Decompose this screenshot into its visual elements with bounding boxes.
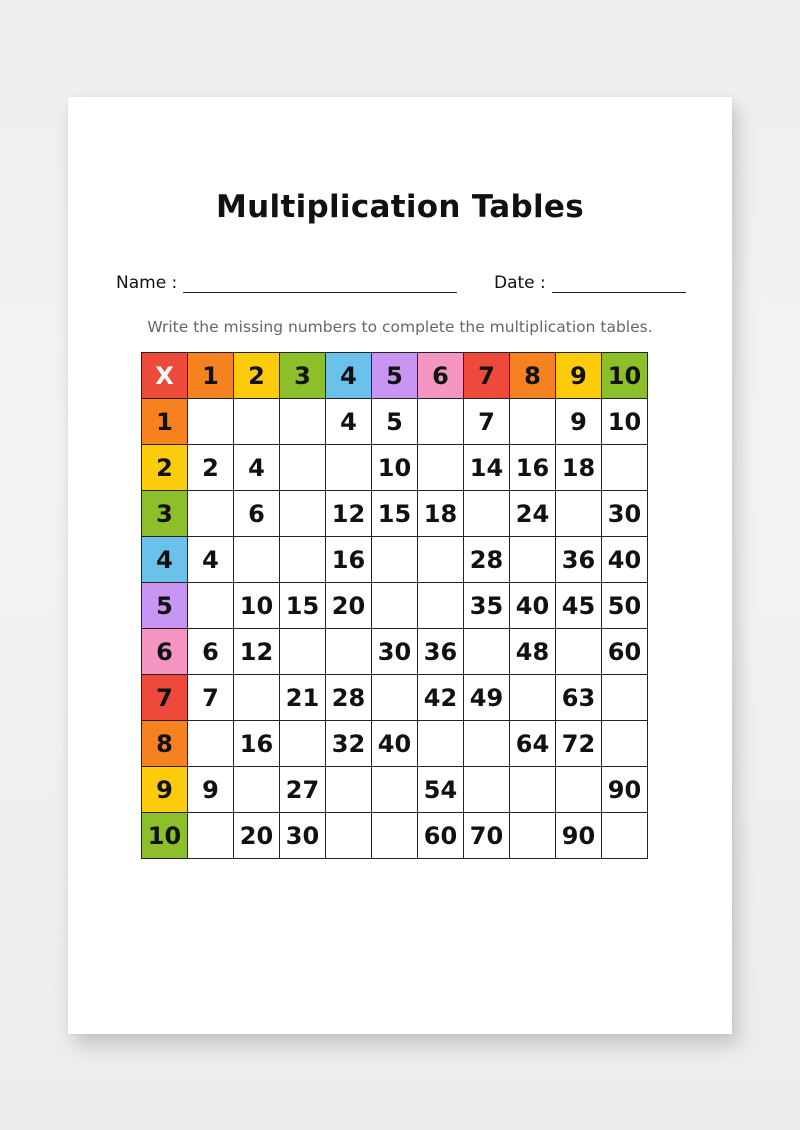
blank-cell[interactable]	[188, 491, 234, 537]
blank-cell[interactable]	[464, 721, 510, 767]
table-row	[142, 491, 648, 537]
filled-cell: 49	[464, 675, 510, 721]
filled-cell: 12	[234, 629, 280, 675]
blank-cell[interactable]	[464, 767, 510, 813]
row-header-7: 7	[142, 675, 188, 721]
worksheet-title: Multiplication Tables	[216, 189, 584, 225]
filled-cell: 72	[556, 721, 602, 767]
blank-cell[interactable]	[418, 583, 464, 629]
filled-cell: 16	[326, 537, 372, 583]
name-label: Name :	[116, 273, 178, 293]
filled-cell: 60	[602, 629, 648, 675]
blank-cell[interactable]	[188, 813, 234, 859]
filled-cell: 9	[556, 399, 602, 445]
blank-cell[interactable]	[326, 629, 372, 675]
filled-cell: 15	[280, 583, 326, 629]
blank-cell[interactable]	[326, 813, 372, 859]
blank-cell[interactable]	[602, 813, 648, 859]
blank-cell[interactable]	[602, 675, 648, 721]
filled-cell: 10	[372, 445, 418, 491]
filled-cell: 20	[326, 583, 372, 629]
filled-cell: 54	[418, 767, 464, 813]
blank-cell[interactable]	[418, 445, 464, 491]
blank-cell[interactable]	[234, 399, 280, 445]
blank-cell[interactable]	[418, 537, 464, 583]
filled-cell: 36	[418, 629, 464, 675]
filled-cell: 48	[510, 629, 556, 675]
blank-cell[interactable]	[510, 767, 556, 813]
table-row	[142, 767, 648, 813]
filled-cell: 2	[188, 445, 234, 491]
filled-cell: 7	[464, 399, 510, 445]
column-header-1: 1	[188, 353, 234, 399]
filled-cell: 90	[602, 767, 648, 813]
filled-cell: 24	[510, 491, 556, 537]
blank-cell[interactable]	[556, 491, 602, 537]
row-header-3: 3	[142, 491, 188, 537]
blank-cell[interactable]	[280, 537, 326, 583]
row-header-5: 5	[142, 583, 188, 629]
column-header-10: 10	[602, 353, 648, 399]
filled-cell: 14	[464, 445, 510, 491]
header-row	[142, 353, 648, 399]
multiplication-grid	[141, 352, 648, 859]
blank-cell[interactable]	[372, 767, 418, 813]
filled-cell: 12	[326, 491, 372, 537]
blank-cell[interactable]	[372, 537, 418, 583]
filled-cell: 60	[418, 813, 464, 859]
instructions-text: Write the missing numbers to complete the multiplication tables.	[147, 318, 653, 336]
filled-cell: 16	[510, 445, 556, 491]
table-row	[142, 445, 648, 491]
filled-cell: 40	[372, 721, 418, 767]
blank-cell[interactable]	[372, 583, 418, 629]
row-header-2: 2	[142, 445, 188, 491]
blank-cell[interactable]	[602, 721, 648, 767]
blank-cell[interactable]	[280, 445, 326, 491]
blank-cell[interactable]	[510, 675, 556, 721]
filled-cell: 28	[464, 537, 510, 583]
filled-cell: 15	[372, 491, 418, 537]
blank-cell[interactable]	[280, 629, 326, 675]
blank-cell[interactable]	[602, 445, 648, 491]
table-row	[142, 629, 648, 675]
filled-cell: 21	[280, 675, 326, 721]
filled-cell: 30	[372, 629, 418, 675]
filled-cell: 4	[188, 537, 234, 583]
blank-cell[interactable]	[234, 537, 280, 583]
filled-cell: 4	[326, 399, 372, 445]
filled-cell: 18	[418, 491, 464, 537]
filled-cell: 10	[234, 583, 280, 629]
filled-cell: 6	[188, 629, 234, 675]
filled-cell: 64	[510, 721, 556, 767]
filled-cell: 32	[326, 721, 372, 767]
blank-cell[interactable]	[372, 675, 418, 721]
corner-cell: X	[142, 353, 188, 399]
filled-cell: 42	[418, 675, 464, 721]
blank-cell[interactable]	[188, 583, 234, 629]
filled-cell: 63	[556, 675, 602, 721]
filled-cell: 18	[556, 445, 602, 491]
filled-cell: 40	[602, 537, 648, 583]
filled-cell: 16	[234, 721, 280, 767]
name-blank-line[interactable]	[183, 276, 457, 293]
filled-cell: 35	[464, 583, 510, 629]
table-row	[142, 813, 648, 859]
blank-cell[interactable]	[418, 721, 464, 767]
column-header-4: 4	[326, 353, 372, 399]
blank-cell[interactable]	[188, 721, 234, 767]
blank-cell[interactable]	[326, 445, 372, 491]
date-field	[494, 273, 686, 293]
column-header-9: 9	[556, 353, 602, 399]
table-row	[142, 675, 648, 721]
filled-cell: 10	[602, 399, 648, 445]
blank-cell[interactable]	[510, 537, 556, 583]
column-header-7: 7	[464, 353, 510, 399]
filled-cell: 70	[464, 813, 510, 859]
row-header-6: 6	[142, 629, 188, 675]
blank-cell[interactable]	[556, 767, 602, 813]
blank-cell[interactable]	[234, 675, 280, 721]
name-field	[116, 273, 457, 293]
filled-cell: 5	[372, 399, 418, 445]
row-header-8: 8	[142, 721, 188, 767]
filled-cell: 36	[556, 537, 602, 583]
column-header-8: 8	[510, 353, 556, 399]
blank-cell[interactable]	[372, 813, 418, 859]
filled-cell: 9	[188, 767, 234, 813]
blank-cell[interactable]	[510, 399, 556, 445]
filled-cell: 40	[510, 583, 556, 629]
blank-cell[interactable]	[464, 491, 510, 537]
date-label: Date :	[494, 273, 546, 293]
row-header-10: 10	[142, 813, 188, 859]
filled-cell: 7	[188, 675, 234, 721]
filled-cell: 30	[280, 813, 326, 859]
blank-cell[interactable]	[280, 721, 326, 767]
worksheet-page	[68, 97, 732, 1034]
blank-cell[interactable]	[280, 491, 326, 537]
filled-cell: 90	[556, 813, 602, 859]
table-row	[142, 537, 648, 583]
blank-cell[interactable]	[556, 629, 602, 675]
filled-cell: 4	[234, 445, 280, 491]
column-header-6: 6	[418, 353, 464, 399]
row-header-9: 9	[142, 767, 188, 813]
filled-cell: 6	[234, 491, 280, 537]
filled-cell: 45	[556, 583, 602, 629]
filled-cell: 27	[280, 767, 326, 813]
blank-cell[interactable]	[464, 629, 510, 675]
blank-cell[interactable]	[234, 767, 280, 813]
column-header-2: 2	[234, 353, 280, 399]
filled-cell: 30	[602, 491, 648, 537]
table-row	[142, 583, 648, 629]
date-blank-line[interactable]	[552, 276, 686, 293]
blank-cell[interactable]	[326, 767, 372, 813]
filled-cell: 28	[326, 675, 372, 721]
column-header-5: 5	[372, 353, 418, 399]
column-header-3: 3	[280, 353, 326, 399]
table-row	[142, 399, 648, 445]
filled-cell: 50	[602, 583, 648, 629]
blank-cell[interactable]	[280, 399, 326, 445]
filled-cell: 20	[234, 813, 280, 859]
row-header-1: 1	[142, 399, 188, 445]
blank-cell[interactable]	[510, 813, 556, 859]
blank-cell[interactable]	[418, 399, 464, 445]
row-header-4: 4	[142, 537, 188, 583]
table-row	[142, 721, 648, 767]
blank-cell[interactable]	[188, 399, 234, 445]
